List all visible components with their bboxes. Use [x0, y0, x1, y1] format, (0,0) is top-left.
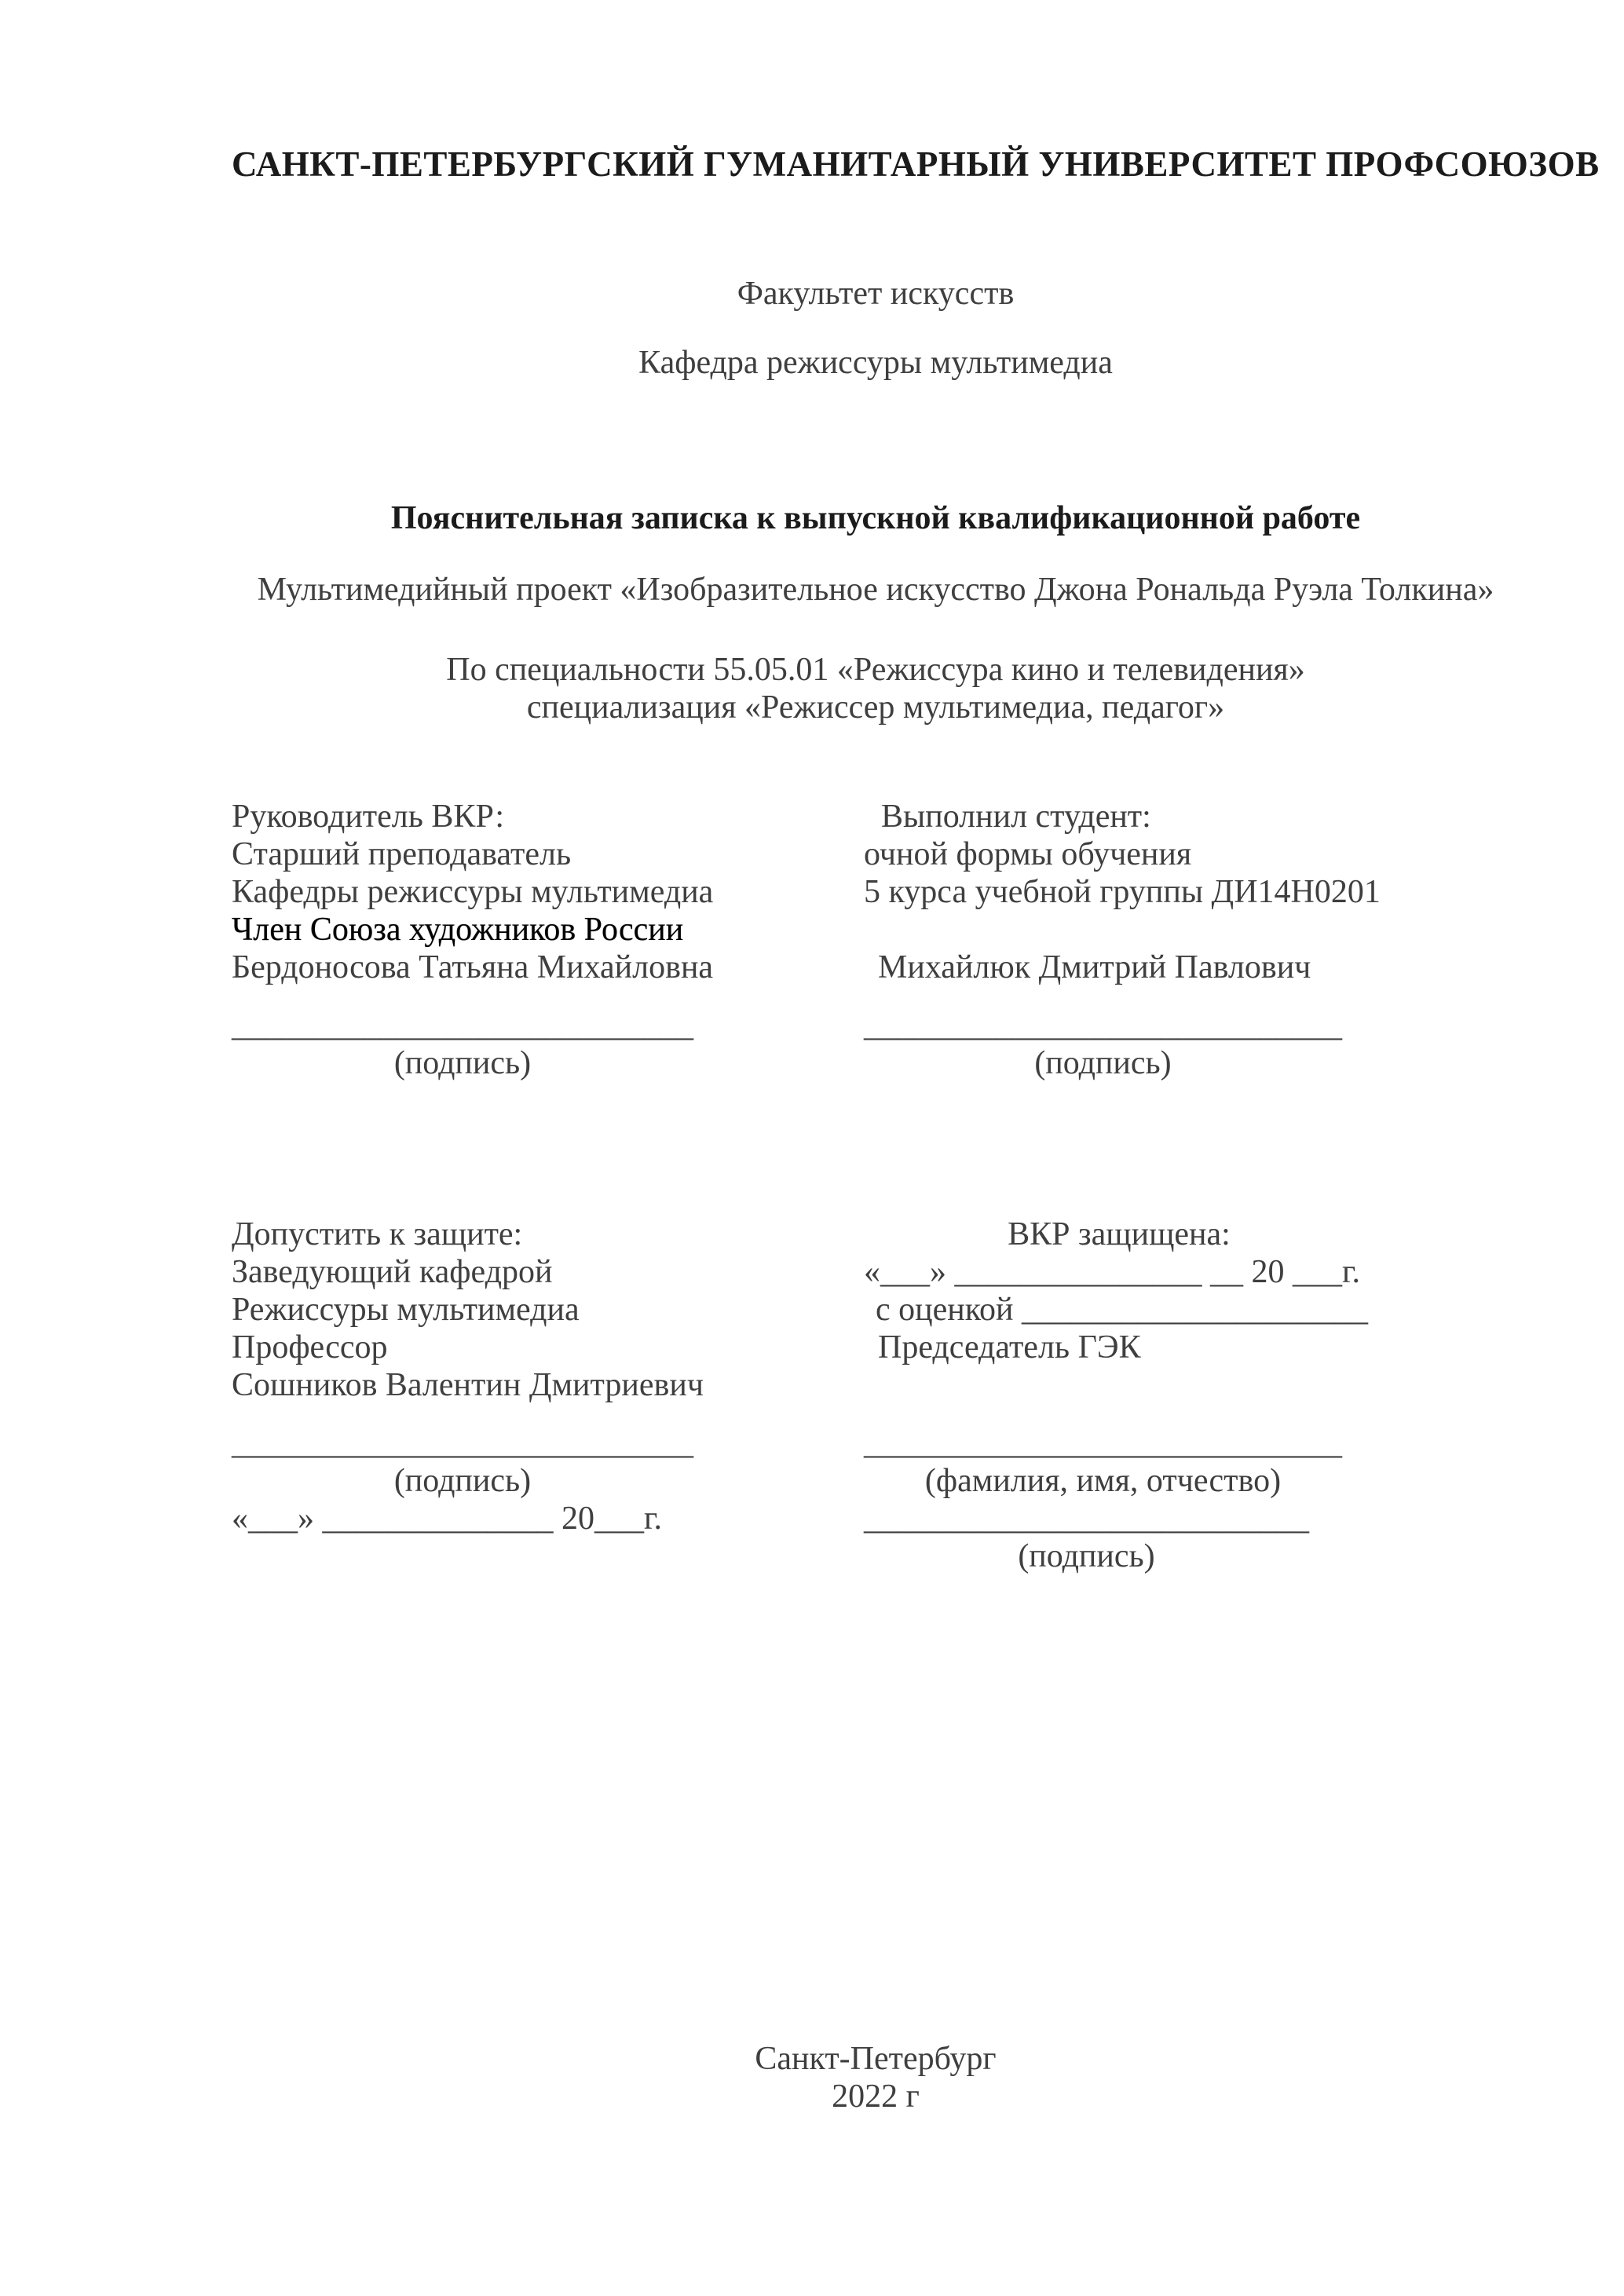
name-caption: (фамилия, имя, отчество) — [924, 1463, 1282, 1499]
student-signature — [864, 1007, 1342, 1082]
signature-caption: (подпись) — [1018, 1538, 1155, 1574]
project-title: Мультимедийный проект «Изобразительное искусство Джона Рональда Руэла Толкина» — [257, 572, 1494, 608]
supervisor-name: Бердоносова Татьяна Михайловна — [232, 949, 714, 985]
defense-signature — [864, 1500, 1309, 1575]
signature-line: ____________________________ — [232, 1425, 693, 1461]
spacer — [864, 911, 1382, 949]
signature-line: _____________________________ — [864, 1007, 1342, 1044]
specialty-line: По специальности 55.05.01 «Режиссура кино и телевидения» — [446, 652, 1305, 688]
admission-defense-block — [232, 1216, 1382, 1575]
supervisor-membership: Член Союза художников России — [232, 912, 684, 948]
admission-column — [232, 1216, 864, 1575]
student-column — [864, 798, 1382, 1082]
footer-year: 2022 г — [832, 2078, 920, 2115]
admission-name: Сошников Валентин Дмитриевич — [232, 1367, 704, 1403]
supervisor-column — [232, 798, 864, 1082]
defense-grade-line: с оценкой _____________________ — [876, 1292, 1368, 1328]
thesis-title: Пояснительная записка к выпускной квалификационной работе — [390, 500, 1361, 536]
admission-date-line: «___» ______________ 20___г. — [232, 1501, 662, 1537]
supervisor-department: Кафедры режиссуры мультимедиа — [232, 874, 714, 910]
defense-date-line: «___» _______________ __ 20 ___г. — [864, 1254, 1360, 1290]
defense-chairman: Председатель ГЭК — [878, 1329, 1141, 1366]
defense-chairman-name-field — [864, 1424, 1342, 1500]
signature-caption: (подпись) — [393, 1463, 532, 1499]
spacer — [232, 986, 864, 1007]
name-line: _____________________________ — [864, 1425, 1342, 1461]
supervisor-signature — [232, 1007, 693, 1082]
admission-signature — [232, 1424, 693, 1500]
student-name: Михайлюк Дмитрий Павлович — [878, 949, 1311, 985]
specialization-line: специализация «Режиссер мультимедиа, педагог» — [526, 689, 1225, 726]
spacer — [864, 1404, 1382, 1424]
student-study-form: очной формы обучения — [864, 836, 1192, 872]
supervisor-heading: Руководитель ВКР: — [232, 799, 505, 835]
signature-caption: (подпись) — [1034, 1045, 1172, 1081]
student-heading: Выполнил студент: — [881, 799, 1151, 835]
defense-heading: ВКР защищена: — [1008, 1216, 1231, 1252]
footer-city: Санкт-Петербург — [755, 2041, 997, 2077]
admission-department: Режиссуры мультимедиа — [232, 1292, 580, 1328]
signature-line: ___________________________ — [864, 1501, 1309, 1537]
supervisor-position: Старший преподаватель — [232, 836, 572, 872]
department-line: Кафедра режиссуры мультимедиа — [638, 345, 1113, 381]
student-group: 5 курса учебной группы ДИ14Н0201 — [864, 874, 1381, 910]
faculty-line: Факультет искусств — [737, 276, 1015, 312]
signature-line: ____________________________ — [232, 1007, 693, 1044]
spacer — [864, 1366, 1382, 1404]
supervisor-student-block — [232, 798, 1382, 1082]
admission-position: Заведующий кафедрой — [232, 1254, 553, 1290]
signature-caption: (подпись) — [393, 1045, 532, 1081]
admission-heading: Допустить к защите: — [232, 1216, 523, 1252]
university-name: САНКТ-ПЕТЕРБУРГСКИЙ ГУМАНИТАРНЫЙ УНИВЕРСИТЕТ ПРОФСОЮЗОВ — [232, 144, 1600, 184]
spacer — [232, 1404, 864, 1424]
admission-rank: Профессор — [232, 1329, 388, 1366]
spacer — [864, 986, 1382, 1007]
defense-column — [864, 1216, 1382, 1575]
